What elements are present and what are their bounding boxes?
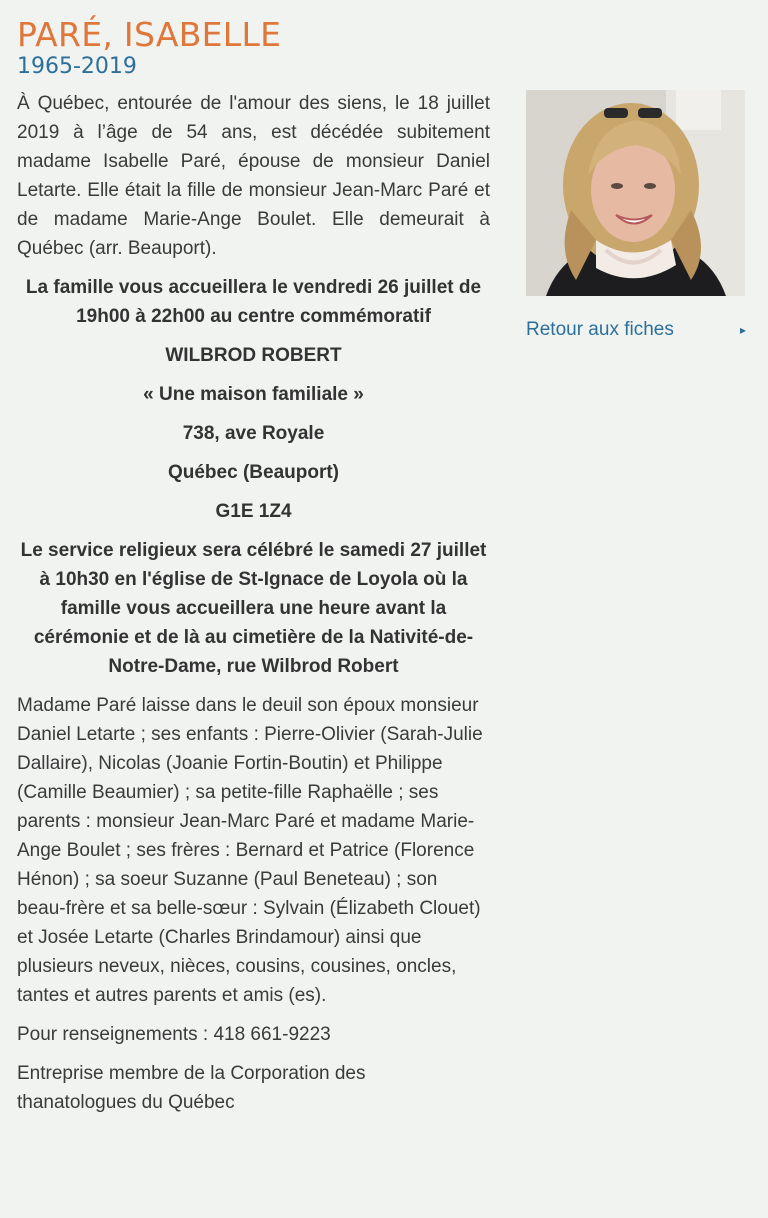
back-link-label: Retour aux fiches — [526, 319, 674, 340]
survivors-paragraph: Madame Paré laisse dans le deuil son époux monsieur Daniel Letarte ; ses enfants : Pierre-Olivier (Sarah-Julie Dallaire), Nicolas (Joanie Fortin-Boutin) et Philippe (Camille Beaumier) ; sa petite-fille Raphaëlle ; ses parents : monsieur Jean-Marc Paré et madame Marie-Ange Boulet ; ses frères : Bernard et Patrice (Florence Hénon) ; sa soeur Suzanne (Paul Beneteau) ; son beau-frère et sa belle-sœur : Sylvain (Élizabeth Clouet) et Josée Letarte (Charles Brindamour) ainsi que plusieurs neveux, nièces, cousins, cousines, oncles, tantes et autres parents et amis (es). — [17, 695, 483, 1006]
life-years: 1965-2019 — [17, 54, 137, 79]
intro-paragraph: À Québec, entourée de l'amour des siens, le 18 juillet 2019 à l’âge de 54 ans, est décédée subitement madame Isabelle Paré, épouse de monsieur Daniel Letarte. Elle était la fille de monsieur Jean-Marc Paré et de madame Marie-Ange Boulet. Elle demeurait à Québec (arr. Beauport). — [17, 93, 490, 259]
address-postal-code: G1E 1Z4 — [215, 501, 292, 522]
membership-note: Entreprise membre de la Corporation des thanatologues du Québec — [17, 1063, 366, 1113]
back-to-listings-link[interactable] — [526, 316, 746, 344]
funeral-home-name: WILBROD ROBERT — [165, 345, 342, 366]
arrow-right-icon: ▸ — [739, 323, 746, 337]
obituary-text — [17, 89, 490, 1127]
portrait-photo — [526, 90, 745, 296]
service-details: Le service religieux sera célébré le samedi 27 juillet à 10h30 en l'église de St-Ignace de Loyola où la famille vous accueillera une heure avant la cérémonie et de là au cimetière de la Nativité-de-Notre-Dame, rue Wilbrod Robert — [20, 540, 487, 677]
address-city: Québec (Beauport) — [167, 462, 340, 483]
funeral-home-tagline: « Une maison familiale » — [143, 384, 364, 405]
deceased-name: PARÉ, ISABELLE — [17, 15, 282, 54]
address-street: 738, ave Royale — [182, 423, 325, 444]
visitation-details: La famille vous accueillera le vendredi 26 juillet de 19h00 à 22h00 au centre commémoratif — [25, 277, 482, 327]
portrait-illustration — [526, 90, 745, 296]
info-phone: Pour renseignements : 418 661-9223 — [17, 1024, 331, 1045]
